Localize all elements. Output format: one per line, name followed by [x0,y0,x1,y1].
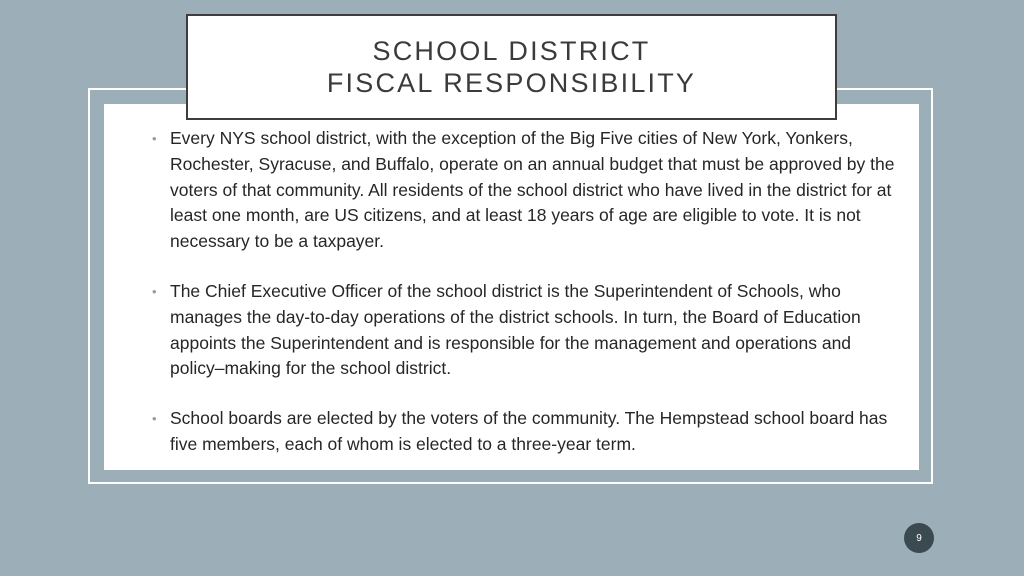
bullet-icon: • [152,283,157,299]
bullet-list [150,126,900,482]
bullet-item [150,406,900,458]
page-title-line-1: SCHOOL DISTRICT [372,36,651,66]
bullet-icon: • [152,411,157,427]
title-box [186,14,837,120]
bullet-text: The Chief Executive Officer of the school district is the Superintendent of Schools, who manages the day-to-day operations of the district schools. In turn, the Board of Education appoints the Superintendent and is responsible for the management and operations and policy–making for the school district. [170,280,861,379]
bullet-text: Every NYS school district, with the exception of the Big Five cities of New York, Yonkers, Rochester, Syracuse, and Buffalo, operate on an annual budget that must be approved by the voters of that community. All residents of the school district who have lived in the district for at least one month, are US citizens, and at least 18 years of age are eligible to vote. It is not necessary to be a taxpayer. [170,128,895,252]
bullet-icon: • [152,131,157,146]
page-title-line-2: FISCAL RESPONSIBILITY [326,68,697,98]
bullet-item [150,126,900,255]
bullet-text: School boards are elected by the voters of the community. The Hempstead school board has five members, each of whom is elected to a three-year term. [170,408,888,454]
page-number-badge: 9 [904,523,934,553]
bullet-item [150,279,900,382]
